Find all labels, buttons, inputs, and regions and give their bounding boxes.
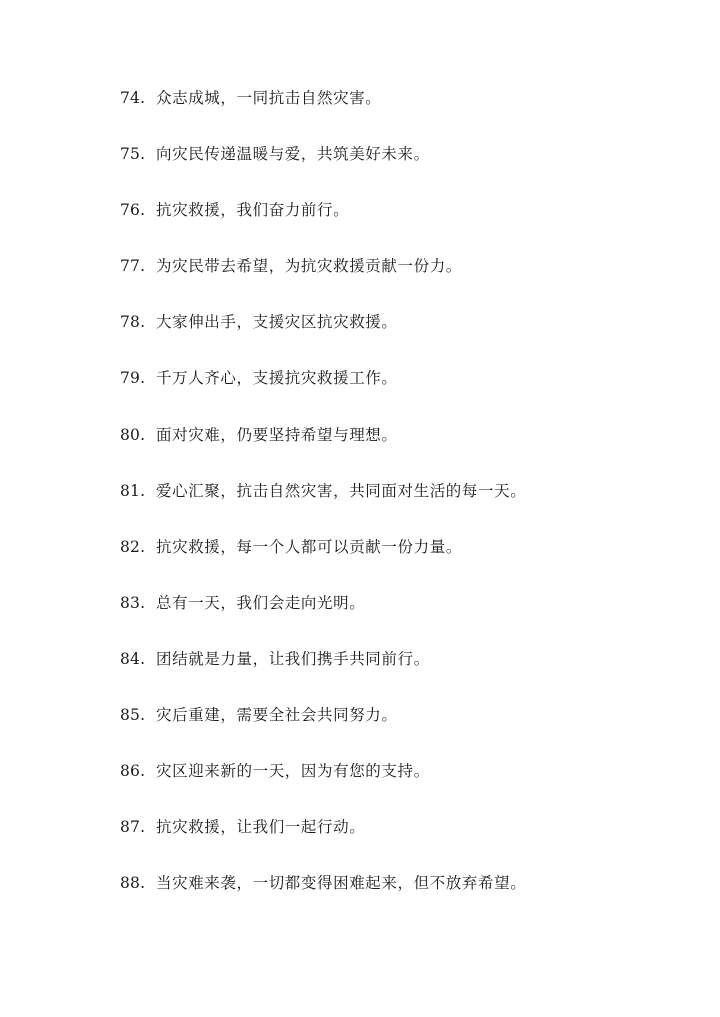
item-number: 85.: [120, 706, 146, 725]
item-number: 86.: [120, 762, 146, 781]
item-number: 88.: [120, 874, 146, 893]
item-number: 76.: [120, 201, 146, 220]
item-number: 83.: [120, 593, 146, 612]
item-number: 87.: [120, 818, 146, 837]
item-number: 77.: [120, 257, 146, 276]
list-item: [120, 535, 680, 591]
item-text: 大家伸出手，支援灾区抗灾救援。: [156, 313, 398, 332]
list-item: [120, 759, 680, 815]
item-number: 74.: [120, 89, 146, 107]
item-text: 抗灾救援，每一个人都可以贡献一份力量。: [156, 537, 462, 556]
list-item: [120, 366, 680, 422]
numbered-list: [120, 86, 680, 927]
list-item: [120, 310, 680, 366]
list-item: [120, 254, 680, 310]
item-text: 抗灾救援，让我们一起行动。: [156, 818, 366, 837]
list-item: [120, 703, 680, 759]
item-text: 当灾难来袭，一切都变得困难起来，但不放弃希望。: [156, 874, 527, 893]
list-item: [120, 142, 680, 198]
item-number: 81.: [120, 481, 146, 500]
list-item: [120, 86, 680, 142]
item-number: 79.: [120, 369, 146, 388]
item-number: 84.: [120, 649, 146, 668]
list-item: [120, 647, 680, 703]
item-text: 面对灾难，仍要坚持希望与理想。: [156, 425, 398, 444]
item-text: 向灾民传递温暖与爱，共筑美好未来。: [156, 145, 430, 164]
list-item: [120, 591, 680, 647]
item-number: 78.: [120, 313, 146, 332]
item-text: 为灾民带去希望，为抗灾救援贡献一份力。: [156, 257, 462, 276]
item-text: 抗灾救援，我们奋力前行。: [156, 201, 350, 220]
item-text: 千万人齐心，支援抗灾救援工作。: [156, 369, 398, 388]
item-text: 团结就是力量，让我们携手共同前行。: [156, 649, 430, 668]
list-item: [120, 423, 680, 479]
item-text: 众志成城，一同抗击自然灾害。: [156, 89, 382, 107]
item-text: 灾后重建，需要全社会共同努力。: [156, 706, 398, 725]
item-text: 总有一天，我们会走向光明。: [156, 593, 366, 612]
item-number: 82.: [120, 537, 146, 556]
item-text: 爱心汇聚，抗击自然灾害，共同面对生活的每一天。: [156, 481, 527, 500]
item-number: 80.: [120, 425, 146, 444]
list-item: [120, 815, 680, 871]
list-item: [120, 479, 680, 535]
list-item: [120, 871, 680, 927]
item-number: 75.: [120, 145, 146, 164]
list-item: [120, 198, 680, 254]
item-text: 灾区迎来新的一天，因为有您的支持。: [156, 762, 430, 781]
